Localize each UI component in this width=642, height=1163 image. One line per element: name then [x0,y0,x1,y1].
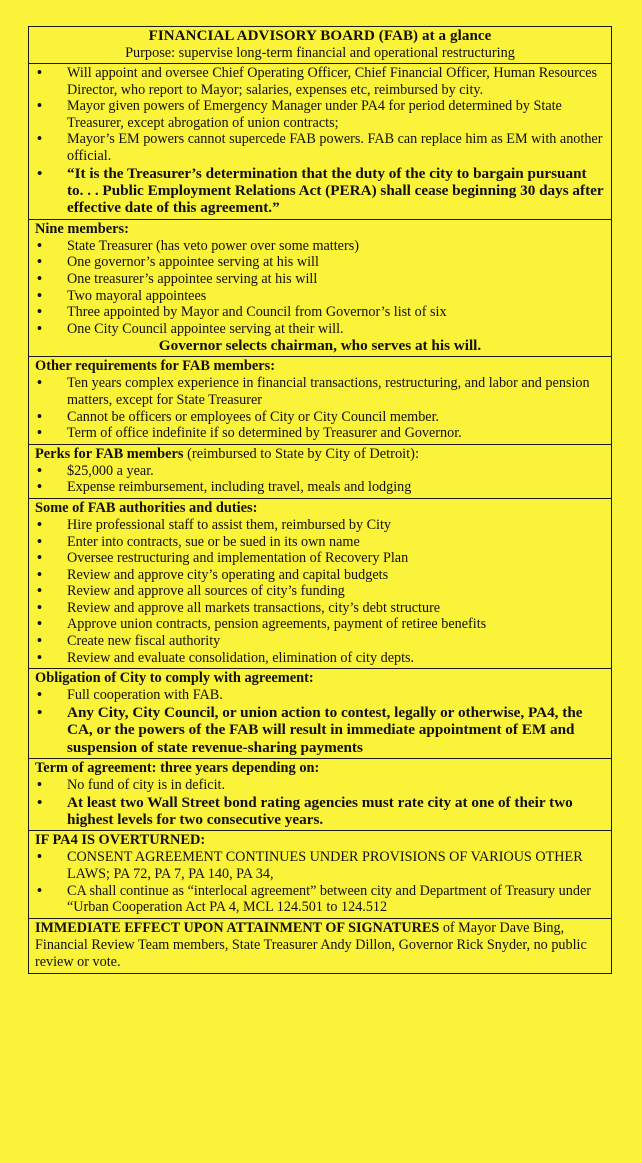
effect-rest: of Mayor Dave Bing, Financial Review Team members, State Treasurer Andy Dillon, Governor Rick Snyder, no public review or vote. [35,919,587,970]
section-heading: IF PA4 IS OVERTURNED: [35,832,206,849]
list-item: • Cannot be officers or employees of City or City Council member. [35,409,605,426]
section-heading: Other requirements for FAB members: [35,358,276,375]
list-item: • Ten years complex experience in financial transactions, restructuring, and labor and pension matters, except for State Treasurer [35,375,605,408]
overturned-section [29,830,611,917]
authorities-section [29,498,611,668]
list-item: • Hire professional staff to assist them, reimbursed by City [35,517,605,534]
list-item: • Term of office indefinite if so determined by Treasurer and Governor. [35,425,605,442]
list-item: • Review and approve all markets transactions, city’s debt structure [35,600,605,617]
list-item: • Enter into contracts, sue or be sued in its own name [35,534,605,551]
list-item: • CONSENT AGREEMENT CONTINUES UNDER PROVISIONS OF VARIOUS OTHER LAWS; PA 72, PA 7, PA 140, PA 34, [35,849,605,882]
effect-section [29,918,611,973]
intro-section [29,63,611,219]
list-item: • One governor’s appointee serving at his will [35,254,605,271]
list-item: • One City Council appointee serving at their will. [35,321,605,338]
term-section [29,758,611,830]
section-heading: Nine members: [35,220,129,237]
list-item: • Mayor’s EM powers cannot supercede FAB powers. FAB can replace him as EM with another official. [35,131,605,164]
list-item-quote: • “It is the Treasurer’s determination that the duty of the city to bargain pursuant to. . . Public Employment Relations Act (PERA) shall cease beginning 30 days after effective date of this agreement.” [35,165,605,217]
list-item: • Expense reimbursement, including travel, meals and lodging [35,479,605,496]
obligation-section [29,668,611,758]
list-item: • Two mayoral appointees [35,288,605,305]
effect-bold: IMMEDIATE EFFECT UPON ATTAINMENT OF SIGNATURES [35,919,440,936]
list-item: • At least two Wall Street bond rating agencies must rate city at one of their two highest levels for two consecutive years. [35,794,605,829]
list-item: • Review and approve city’s operating and capital budgets [35,567,605,584]
chairman-note: Governor selects chairman, who serves at his will. [158,337,482,355]
list-item: • Mayor given powers of Emergency Manager under PA4 for period determined by State Treasurer, except abrogation of union contracts; [35,98,605,131]
section-heading [35,446,605,463]
list-item: • No fund of city is in deficit. [35,777,605,794]
members-section [29,219,611,357]
perks-heading-note: (reimbursed to State by City of Detroit): [187,445,419,462]
list-item: • One treasurer’s appointee serving at his will [35,271,605,288]
section-heading: Term of agreement: three years depending on: [35,760,320,777]
perks-section [29,444,611,498]
list-item: • Create new fiscal authority [35,633,605,650]
list-item: • Review and approve all sources of city’s funding [35,583,605,600]
perks-heading-text: Perks for FAB members [35,445,184,462]
section-heading: Obligation of City to comply with agreement: [35,670,314,687]
list-item: • CA shall continue as “interlocal agreement” between city and Department of Treasury under “Urban Cooperation Act PA 4, MCL 124.501 to 124.512 [35,883,605,916]
section-heading: Some of FAB authorities and duties: [35,499,258,516]
list-item: • State Treasurer (has veto power over some matters) [35,238,605,255]
requirements-section [29,356,611,443]
list-item: • Will appoint and oversee Chief Operating Officer, Chief Financial Officer, Human Resources Director, who report to Mayor; salaries, expenses etc, reimbursed by city. [35,65,605,98]
list-item: • Approve union contracts, pension agreements, payment of retiree benefits [35,616,605,633]
list-item: • Oversee restructuring and implementation of Recovery Plan [35,550,605,567]
list-item: • Review and evaluate consolidation, elimination of city depts. [35,650,605,667]
page-title: FINANCIAL ADVISORY BOARD (FAB) at a glance [148,28,492,44]
header-section [29,27,611,63]
list-item: • Three appointed by Mayor and Council from Governor’s list of six [35,304,605,321]
purpose-line: Purpose: supervise long-term financial and operational restructuring [125,45,515,61]
list-item: • $25,000 a year. [35,463,605,480]
list-item: • Full cooperation with FAB. [35,687,605,704]
fab-summary-box [28,26,612,974]
list-item: • Any City, City Council, or union action to contest, legally or otherwise, PA4, the CA, or the powers of the FAB will result in immediate appointment of EM and suspension of state revenue-sharing payments [35,704,605,756]
